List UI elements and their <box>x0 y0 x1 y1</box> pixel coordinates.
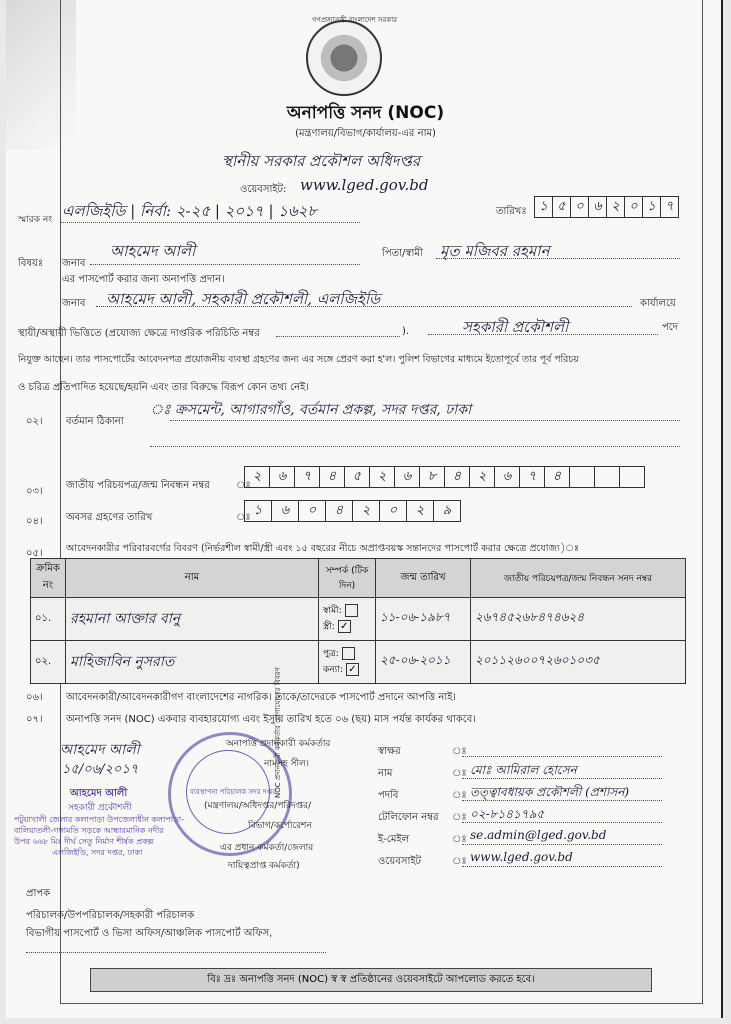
subject-label: বিষয়ঃ <box>18 258 44 269</box>
relation-option-a: স্বামী: <box>323 606 342 616</box>
address-label: বর্তমান ঠিকানা <box>66 416 124 427</box>
left-signature-date: ১৫/০৬/২০১৭ <box>62 762 139 777</box>
row-relation <box>319 641 376 684</box>
body-line3: নিযুক্ত আছেন। তার পাসপোর্টের আবেদনপত্র প্রয়োজনীয় ব্যবস্থা গ্রহণের জন্য এর সঙ্গে প্রেরণ করা হ'ল। পুলিশ বিভাগের মাধ্যমে ইতোপূর্বে তার পূর্ব পরিচয় <box>18 354 579 365</box>
row-nid: ২০১১২৬০০৭২৬০১০৩৫ <box>471 641 686 684</box>
item-04-number: ০৪। <box>26 516 43 527</box>
contact-field-colon: ঃ <box>452 856 467 867</box>
item-05-number: ০৫। <box>26 548 43 559</box>
digit-box: ২ <box>244 466 270 488</box>
retire-colon: ঃ <box>236 512 251 523</box>
digit-box: ৭ <box>661 196 679 218</box>
government-seal <box>306 20 382 96</box>
contact-field-colon: ঃ <box>452 834 467 845</box>
address-value: ঃ ক্রসমেন্ট, আগারগাঁও, বর্তমান প্রকল্প, সদর দপ্তর, ঢাকা <box>150 402 472 418</box>
digit-box: ৫ <box>345 466 370 488</box>
date-boxes <box>534 196 679 218</box>
subject-mr-label: জনাব <box>62 258 86 269</box>
nid-label: জাতীয় পরিচয়পত্র/জন্ম নিবন্ধন নম্বর <box>66 480 210 491</box>
relation-checkbox-a[interactable] <box>345 604 358 617</box>
header-name: নাম <box>66 559 319 598</box>
contact-field-label: ওয়েবসাইট <box>378 856 421 867</box>
auth-line: এর প্রধান কর্মকর্তা/জেলার <box>220 843 314 853</box>
recipient-label: প্রাপক <box>26 888 51 899</box>
digit-box: ৭ <box>520 466 545 488</box>
digit-box: ৬ <box>495 466 520 488</box>
body-line2-end: ). <box>402 326 410 337</box>
relation-option-b: কন্যা: <box>323 665 343 675</box>
note-06: আবেদনকারী/আবেদনকারীগণ বাংলাদেশের নাগরিক। তাকে/তাদেরকে পাসপোর্ট প্রদানে আপত্তি নাই। <box>66 692 457 703</box>
post-label: পদে <box>662 322 679 333</box>
body-line4: ও চরিত্র প্রতিপাদিত হয়েছে/হয়নি এবং তার বিরুদ্ধে বিরূপ কোন তথ্য নেই। <box>18 382 309 393</box>
digit-box: ১ <box>534 196 553 218</box>
digit-box: ১ <box>244 500 272 522</box>
contact-field-colon: ঃ <box>452 746 467 757</box>
contact-field-label: স্বাক্ষর <box>378 746 401 757</box>
digit-box: ০ <box>625 196 643 218</box>
table-row <box>31 598 686 641</box>
contact-field-label: ই-মেইল <box>378 834 410 845</box>
header-relation: সম্পর্ক (টিক দিন) <box>319 559 376 598</box>
digit-box: ২ <box>407 500 434 522</box>
digit-box: ৪ <box>445 466 470 488</box>
body-name-designation: আহমেদ আলী, সহকারী প্রকৌশলী, এলজিইডি <box>106 290 381 308</box>
relation-option-b: স্ত্রী: <box>323 622 335 632</box>
date-label: তারিখঃ <box>496 206 527 217</box>
contact-field-value: তত্ত্বাবধায়ক প্রকৌশলী (প্রশাসন) <box>470 785 630 799</box>
row-dob: ২৫-০৬-২০১১ <box>376 641 471 684</box>
digit-box: ১ <box>643 196 661 218</box>
digit-box <box>595 466 620 488</box>
note-06-number: ০৬। <box>26 692 43 703</box>
digit-box: ২ <box>470 466 495 488</box>
relation-checkbox-b[interactable]: ✓ <box>346 663 359 676</box>
item-03-number: ০৩। <box>26 486 43 497</box>
contact-field-colon: ঃ <box>452 812 467 823</box>
row-serial: ০২. <box>31 641 66 684</box>
row-nid: ২৬৭৪৫২৬৮৪৭৪৬২৪ <box>471 598 686 641</box>
contact-field-label: নাম <box>378 768 393 779</box>
note-07-number: ০৭। <box>26 714 43 725</box>
digit-box: ৮ <box>420 466 445 488</box>
relation-checkbox-a[interactable] <box>342 647 355 660</box>
digit-box: ৬ <box>589 196 607 218</box>
left-stamp-line: বালিয়াতলী-গঙ্গামতি সড়কে আন্ধারমানিক নদীর <box>14 826 164 835</box>
digit-box: ০ <box>571 196 589 218</box>
nid-boxes <box>244 466 645 488</box>
digit-box: ০ <box>380 500 407 522</box>
document-subtitle: (মন্ত্রণালয়/বিভাগ/কার্যালয়-এর নাম) <box>295 128 436 139</box>
contact-field-colon: ঃ <box>452 768 467 779</box>
header-serial: ক্রমিক নং <box>31 559 66 598</box>
row-serial: ০১. <box>31 598 66 641</box>
body-mr-label: জনাব <box>62 298 86 309</box>
office-name: স্থানীয় সরকার প্রকৌশল অধিদপ্তর <box>222 152 421 170</box>
digit-box <box>570 466 595 488</box>
father-name: মৃত মজিবর রহমান <box>440 242 550 260</box>
contact-field-value: ০২-৮১৪১৭৯৫ <box>470 807 545 821</box>
memo-label: স্মারক নং <box>18 215 53 225</box>
row-relation <box>319 598 376 641</box>
note-07: অনাপত্তি সনদ (NOC) একবার ব্যবহারযোগ্য এবং ইস্যুর তারিখ হতে ০৬ (ছয়) মাস পর্যন্ত কার্যকর থাকবে। <box>66 714 476 725</box>
auth-line: দায়িত্বপ্রাপ্ত কর্মকর্তা) <box>228 861 300 871</box>
contact-field-label: পদবি <box>378 790 399 801</box>
left-stamp-title: সহকারী প্রকৌশলী <box>68 803 132 813</box>
digit-box: ৭ <box>295 466 320 488</box>
row-name: মাহিজাবিন নুসরাত <box>66 641 319 684</box>
row-name: রহমানা আক্তার বানু <box>66 598 319 641</box>
auth-line: অনাপত্তি প্রদানকারী কর্মকর্তার <box>226 739 331 749</box>
contact-field-value: se.admin@lged.gov.bd <box>470 828 607 842</box>
family-table <box>30 558 686 684</box>
header-nid: জাতীয় পরিচয়পত্র/জন্ম নিবন্ধন সনদ নম্বর <box>471 559 686 598</box>
body-line2: স্থায়ী/অস্থায়ী ভিত্তিতে (প্রযোজ্য ক্ষেত্রে দাপ্তরিক পরিচিতি নম্বর <box>18 328 260 339</box>
retire-boxes <box>244 500 461 522</box>
left-stamp-line: পটুয়াখালী জেলার কলাপাড়া উপজেলাধীন কলাপাড়া- <box>14 815 184 824</box>
office-label: কার্যালয়ে <box>640 298 676 309</box>
subject-name: আহমেদ আলী <box>110 242 196 260</box>
relation-option-a: পুত্র: <box>323 649 339 659</box>
family-label: আবেদনকারীর পরিবারবর্গের বিবরণ (নির্ভরশীল স্বামী/স্ত্রী এবং ১৫ বছরের নীচে অপ্রাপ্তবয়স্ক সন্তানদের পাসপোর্ট করার ক্ষেত্রে প্রযোজ্য)ঃ <box>66 543 580 554</box>
contact-field-colon: ঃ <box>452 790 467 801</box>
row-dob: ১১-০৬-১৯৮৭ <box>376 598 471 641</box>
retire-label: অবসর গ্রহণের তারিখ <box>66 512 153 523</box>
round-stamp-text: ব্যবস্থাপনা পরিচালক সদর দপ্তর <box>190 788 277 796</box>
contact-field-value: মোঃ আমিরাল হোসেন <box>470 763 577 777</box>
table-row <box>31 641 686 684</box>
footer-note: বিঃ দ্রঃ অনাপত্তি সনদ (NOC) স্ব স্ব প্রতিষ্ঠানের ওয়েবসাইটে আপলোড করতে হবে। <box>90 968 652 992</box>
digit-box: ৪ <box>326 500 353 522</box>
post-value: সহকারী প্রকৌশলী <box>462 318 569 336</box>
auth-line: নামসহ সীল। <box>264 759 309 769</box>
digit-box: ২ <box>370 466 395 488</box>
father-label: পিতা/স্বামী <box>382 248 423 259</box>
recipient-line2: বিভাগীয় পাসপোর্ট ও ভিসা অফিস/আঞ্চলিক পাসপোর্ট অফিস, <box>26 928 273 939</box>
auth-line: (মন্ত্রণালয়/অধিদপ্তর/পরিদপ্তর/ <box>204 801 312 811</box>
nid-colon: ঃ <box>236 480 251 491</box>
relation-checkbox-b[interactable]: ✓ <box>338 620 351 633</box>
left-stamp-line: এলজিইডি, সদর দপ্তর, ঢাকা <box>52 848 143 857</box>
digit-box: ৪ <box>320 466 345 488</box>
digit-box: ৫ <box>553 196 571 218</box>
left-stamp-line: উপর ৬৬৮ মিঃ দীর্ঘ সেতু নির্মাণ শীর্ষক প্রকল্প <box>14 837 154 846</box>
digit-box: ২ <box>607 196 625 218</box>
digit-box: ৬ <box>272 500 299 522</box>
digit-box: ৯ <box>434 500 461 522</box>
digit-box: ২ <box>353 500 380 522</box>
left-stamp-name: আহমেদ আলী <box>70 788 128 799</box>
website-value: www.lged.gov.bd <box>300 176 429 194</box>
noc-vertical-label: NOC প্রদানকারী কর্মকর্তার যোগাযোগের বিবরণ <box>274 667 282 798</box>
digit-box: ০ <box>299 500 326 522</box>
contact-field-label: টেলিফোন নম্বর <box>378 812 439 823</box>
website-label: ওয়েবসাইট: <box>240 184 287 195</box>
auth-line: বিভাগ/কর্পোরেশন <box>248 821 312 831</box>
digit-box: ৬ <box>395 466 420 488</box>
memo-value: এলজিইডি | নির্বা: ২-২৫ | ২০১৭ | ১৬২৮ <box>62 202 318 220</box>
digit-box: ৪ <box>545 466 570 488</box>
document-title: অনাপত্তি সনদ (NOC) <box>286 103 445 123</box>
seal-text: গণপ্রজাতন্ত্রী বাংলাদেশ সরকার <box>312 16 397 24</box>
subject-purpose: এর পাসপোর্ট করার জন্য অনাপত্তি প্রদান। <box>62 274 225 285</box>
item-02-number: ০২। <box>26 416 43 427</box>
left-signature: আহমেদ আলী <box>60 742 140 758</box>
digit-box: ৬ <box>270 466 295 488</box>
contact-field-value: www.lged.gov.bd <box>470 850 573 864</box>
recipient-line1: পরিচালক/উপপরিচালক/সহকারী পরিচালক <box>26 910 195 921</box>
header-dob: জন্ম তারিখ <box>376 559 471 598</box>
digit-box <box>620 466 645 488</box>
